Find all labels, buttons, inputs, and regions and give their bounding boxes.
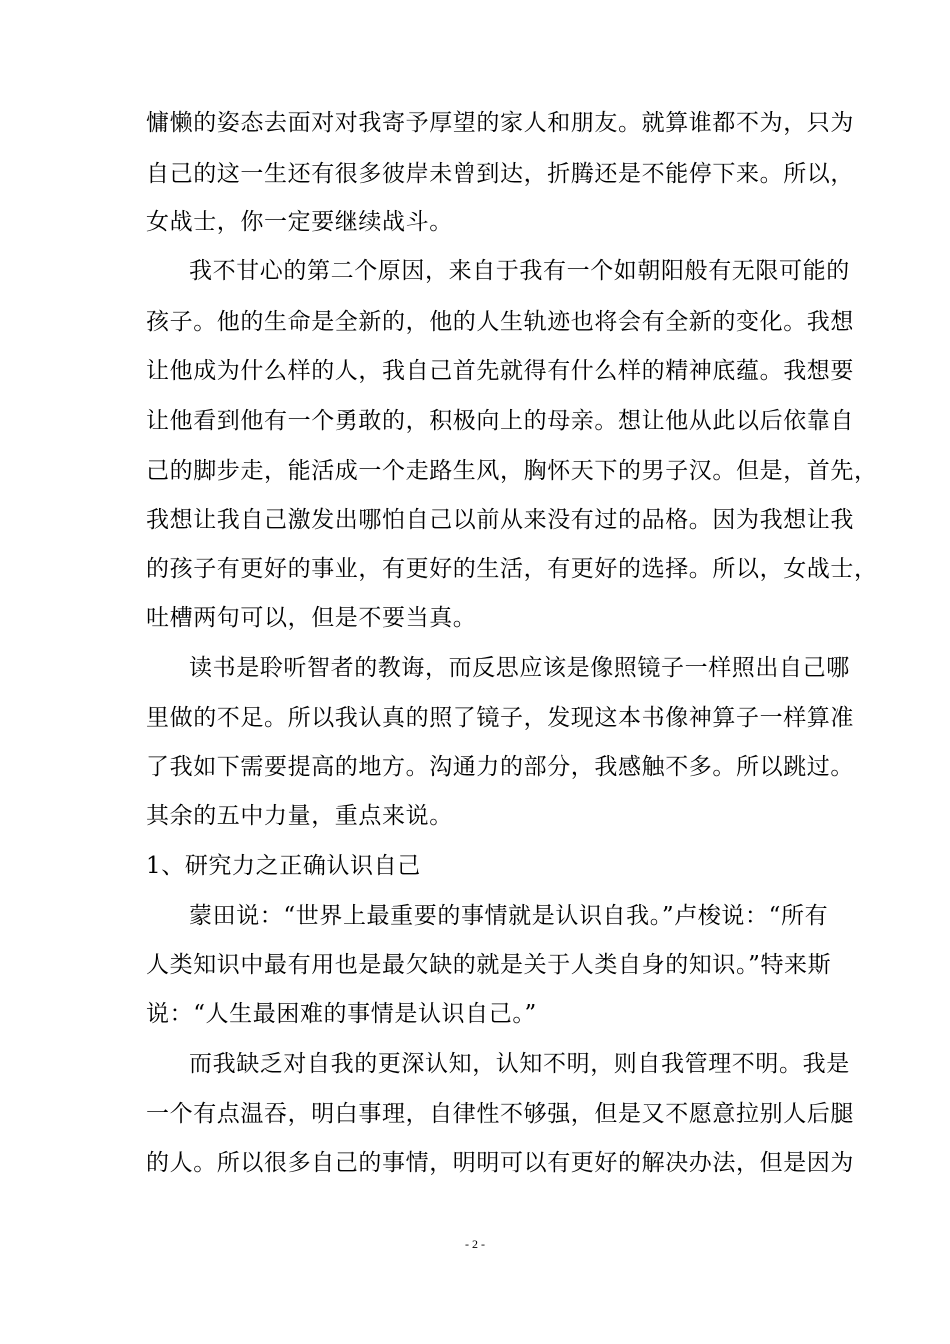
section-heading: 1、研究力之正确认识自己 [146, 853, 421, 879]
text-line: 一个有点温吞，明白事理，自律性不够强，但是又不愿意拉别人后腿 [146, 1101, 854, 1127]
text-line: 己的脚步走，能活成一个走路生风，胸怀天下的男子汉。但是，首先， [146, 458, 878, 484]
paragraph-start-line: 我不甘心的第二个原因，来自于我有一个如朝阳般有无限可能的 [189, 258, 850, 284]
text-line: 的人。所以很多自己的事情，明明可以有更好的解决办法，但是因为 [146, 1150, 854, 1176]
text-line: 说：“人生最困难的事情是认识自己。” [146, 1001, 537, 1027]
text-line: 人类知识中最有用也是最欠缺的就是关于人类自身的知识。”特来斯 [146, 952, 832, 978]
text-line: 让他看到他有一个勇敢的，积极向上的母亲。想让他从此以后依靠自 [146, 408, 854, 434]
page-number: - 2 - [465, 1237, 485, 1251]
paragraph-start-line: 蒙田说：“世界上最重要的事情就是认识自我。”卢梭说：“所有 [189, 903, 829, 929]
text-line: 女战士，你一定要继续战斗。 [146, 209, 453, 235]
text-line: 其余的五中力量，重点来说。 [146, 803, 453, 829]
text-line: 里做的不足。所以我认真的照了镜子，发现这本书像神算子一样算准 [146, 705, 854, 731]
text-line: 孩子。他的生命是全新的，他的人生轨迹也将会有全新的变化。我想 [146, 309, 854, 335]
text-line: 慵懒的姿态去面对对我寄予厚望的家人和朋友。就算谁都不为，只为 [146, 110, 854, 136]
text-line: 我想让我自己激发出哪怕自己以前从来没有过的品格。因为我想让我 [146, 507, 854, 533]
text-line: 自己的这一生还有很多彼岸未曾到达，折腾还是不能停下来。所以， [146, 161, 854, 187]
text-line: 吐槽两句可以，但是不要当真。 [146, 605, 477, 631]
text-line: 了我如下需要提高的地方。沟通力的部分，我感触不多。所以跳过。 [146, 754, 854, 780]
paragraph-start-line: 读书是聆听智者的教诲，而反思应该是像照镜子一样照出自己哪 [189, 655, 850, 681]
text-line: 的孩子有更好的事业，有更好的生活，有更好的选择。所以，女战士， [146, 556, 878, 582]
paragraph-start-line: 而我缺乏对自我的更深认知，认知不明，则自我管理不明。我是 [189, 1051, 850, 1077]
text-line: 让他成为什么样的人，我自己首先就得有什么样的精神底蕴。我想要 [146, 358, 854, 384]
